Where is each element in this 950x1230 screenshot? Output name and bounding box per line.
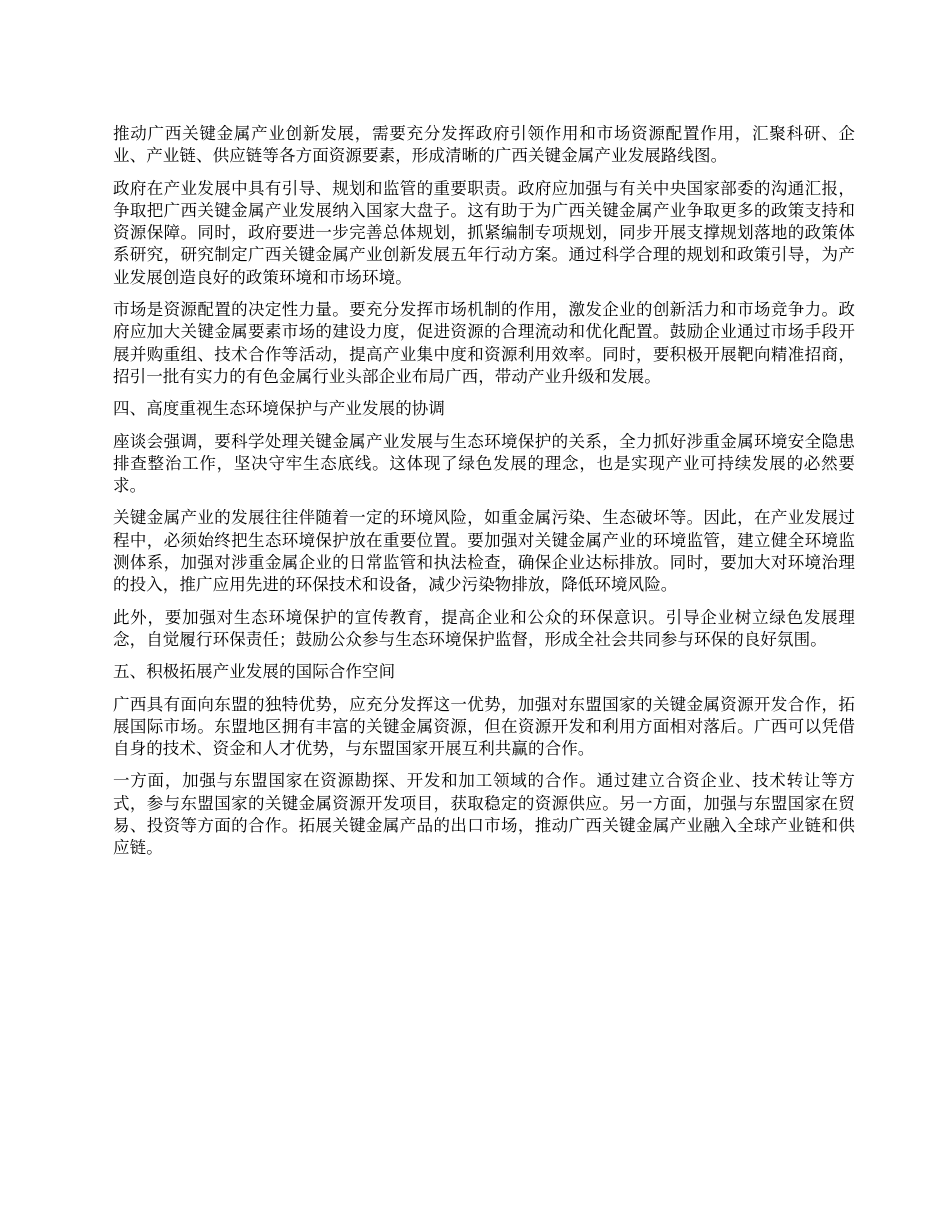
- paragraph-symposium: 座谈会强调，要科学处理关键金属产业发展与生态环境保护的关系，全力抓好涉重金属环境安全隐患排查整治工作，坚决守牢生态底线。这体现了绿色发展的理念，也是实现产业可持续发展的必然要求。: [113, 431, 855, 496]
- document-body: [113, 123, 855, 870]
- paragraph-market-role: 市场是资源配置的决定性力量。要充分发挥市场机制的作用，激发企业的创新活力和市场竞争力。政府应加大关键金属要素市场的建设力度，促进资源的合理流动和优化配置。鼓励企业通过市场手段开展并购重组、技术合作等活动，提高产业集中度和资源利用效率。同时，要积极开展靶向精准招商，招引一批有实力的有色金属行业头部企业布局广西，带动产业升级和发展。: [113, 300, 855, 386]
- paragraph-asean-cooperation: 一方面，加强与东盟国家在资源勘探、开发和加工领域的合作。通过建立合资企业、技术转让等方式，参与东盟国家的关键金属资源开发项目，获取稳定的资源供应。另一方面，加强与东盟国家在贸易、投资等方面的合作。拓展关键金属产品的出口市场，推动广西关键金属产业融入全球产业链和供应链。: [113, 771, 855, 858]
- paragraph-asean-advantage: 广西具有面向东盟的独特优势，应充分发挥这一优势，加强对东盟国家的关键金属资源开发合作，拓展国际市场。东盟地区拥有丰富的关键金属资源，但在资源开发和利用方面相对落后。广西可以凭借自身的技术、资金和人才优势，与东盟国家开展互利共赢的合作。: [113, 694, 855, 759]
- section-heading-ecology: 四、高度重视生态环境保护与产业发展的协调: [113, 399, 445, 419]
- paragraph-environmental-risk: 关键金属产业的发展往往伴随着一定的环境风险，如重金属污染、生态破坏等。因此，在产业发展过程中，必须始终把生态环境保护放在重要位置。要加强对关键金属产业的环境监管，建立健全环境监测体系，加强对涉重金属企业的日常监管和执法检查，确保企业达标排放。同时，要加大对环境治理的投入，推广应用先进的环保技术和设备，减少污染物排放，降低环境风险。: [113, 508, 855, 595]
- paragraph-intro: 推动广西关键金属产业创新发展，需要充分发挥政府引领作用和市场资源配置作用，汇聚科研、企业、产业链、供应链等各方面资源要素，形成清晰的广西关键金属产业发展路线图。: [113, 124, 855, 166]
- paragraph-environmental-education: 此外，要加强对生态环境保护的宣传教育，提高企业和公众的环保意识。引导企业树立绿色发展理念，自觉履行环保责任；鼓励公众参与生态环境保护监督，形成全社会共同参与环保的良好氛围。: [113, 607, 855, 649]
- section-heading-international: 五、积极拓展产业发展的国际合作空间: [113, 662, 396, 682]
- paragraph-government-role: 政府在产业发展中具有引导、规划和监管的重要职责。政府应加强与有关中央国家部委的沟通汇报，争取把广西关键金属产业发展纳入国家大盘子。这有助于为广西关键金属产业争取更多的政策支持和资源保障。同时，政府要进一步完善总体规划，抓紧编制专项规划，同步开展支撑规划落地的政策体系研究，研究制定广西关键金属产业创新发展五年行动方案。通过科学合理的规划和政策引导，为产业发展创造良好的政策环境和市场环境。: [113, 178, 855, 287]
